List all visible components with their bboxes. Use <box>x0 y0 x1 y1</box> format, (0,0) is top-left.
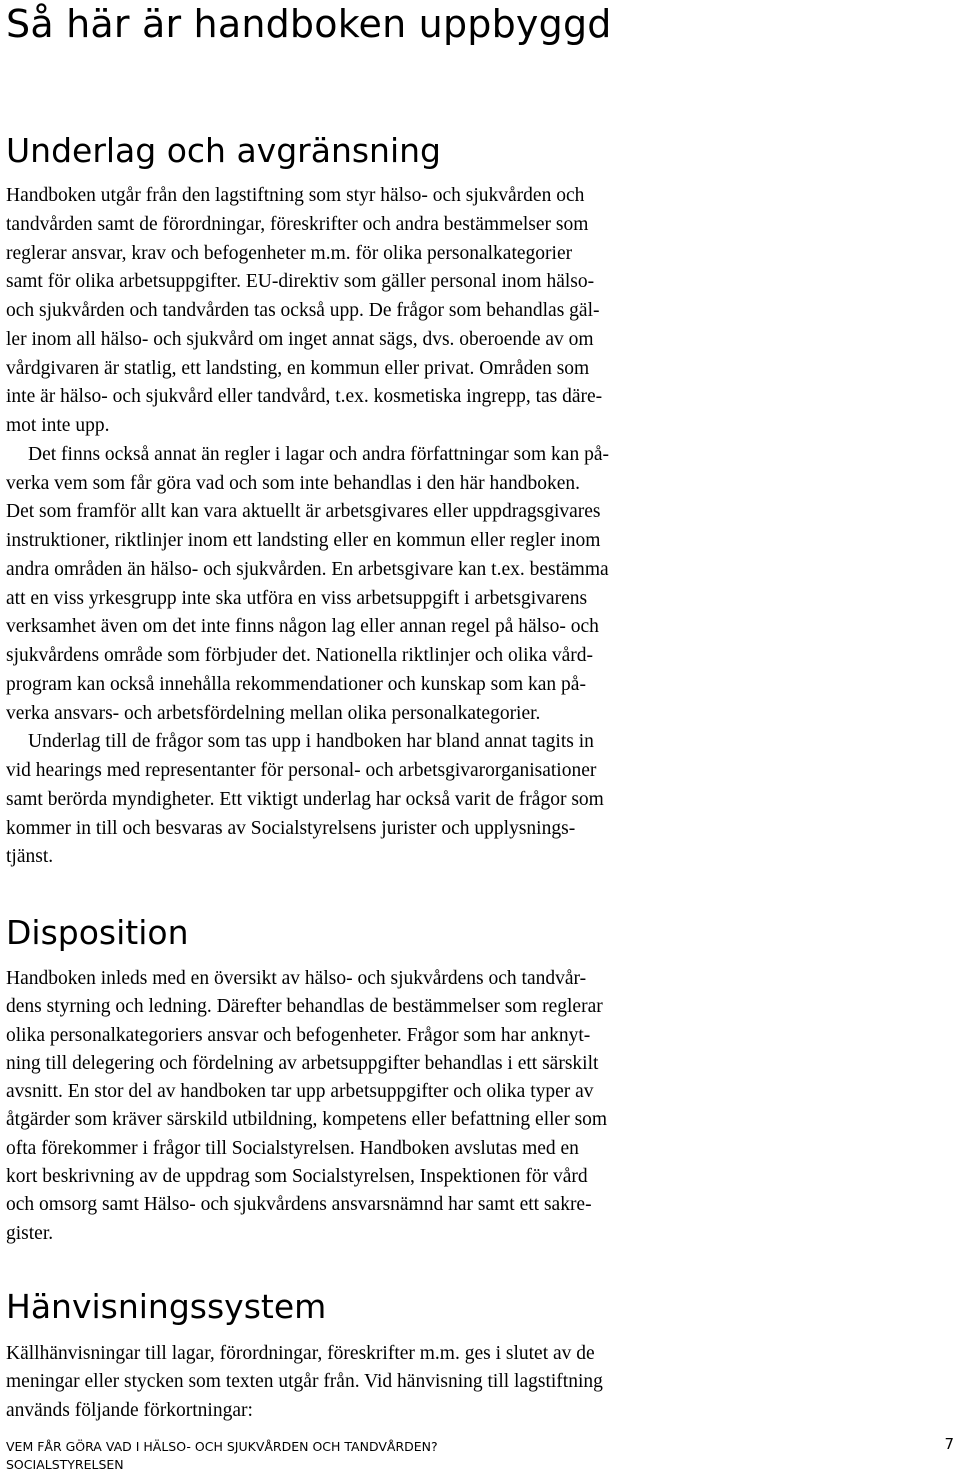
text-line: och sjukvården och tandvården tas också upp. De frågor som behandlas gäl- <box>6 300 600 321</box>
text-line: kommer in till och besvaras av Socialstyrelsens jurister och upplysnings- <box>6 817 576 839</box>
section-body-underlag <box>6 182 952 872</box>
text-line: gister. <box>6 1222 54 1244</box>
text-line: verka ansvars- och arbetsfördelning mellan olika personalkategorier. <box>6 702 541 724</box>
text-line: Källhänvisningar till lagar, förordningar, föreskrifter m.m. ges i slutet av de <box>6 1343 595 1364</box>
text-line: ning till delegering och fördelning av arbetsuppgifter behandlas i ett särskilt <box>6 1052 599 1074</box>
text-line: verksamhet även om det inte finns någon lag eller annan regel på hälso- och <box>6 616 599 638</box>
text-line: verka vem som får göra vad och som inte behandlas i den här handboken. <box>6 472 580 494</box>
text-line: dens styrning och ledning. Därefter behandlas de bestämmelser som reglerar <box>6 996 603 1018</box>
text-line: avsnitt. En stor del av handboken tar upp arbetsuppgifter och olika typer av <box>6 1081 594 1103</box>
text-line: vårdgivaren är statlig, ett landsting, en kommun eller privat. Områden som <box>6 357 590 379</box>
text-line: ofta förekommer i frågor till Socialstyrelsen. Handboken avslutas med en <box>6 1137 579 1159</box>
text-line: och omsorg samt Hälso- och sjukvårdens ansvarsnämnd har samt ett sakre- <box>6 1194 592 1216</box>
text-line: Handboken inleds med en översikt av hälso- och sjukvårdens och tandvår- <box>6 968 587 989</box>
text-line: ler inom all hälso- och sjukvård om inget annat sägs, dvs. oberoende av om <box>6 328 594 350</box>
page-title: Så här är handboken uppbyggd <box>6 2 612 46</box>
text-line: tandvården samt de förordningar, föreskrifter och andra bestämmelser som <box>6 213 589 235</box>
page-number: 7 <box>944 1435 954 1453</box>
section-body-hanvisning <box>6 1340 952 1425</box>
text-line: tjänst. <box>6 846 54 868</box>
text-line: inte är hälso- och sjukvård eller tandvård, t.ex. kosmetiska ingrepp, tas däre- <box>6 386 603 408</box>
text-line: Det finns också annat än regler i lagar och andra författningar som kan på- <box>28 443 609 465</box>
text-line: Handboken utgår från den lagstiftning som styr hälso- och sjukvården och <box>6 185 585 206</box>
text-line: meningar eller stycken som texten utgår från. Vid hänvisning till lagstiftning <box>6 1371 603 1393</box>
text-line: samt berörda myndigheter. Ett viktigt underlag har också varit de frågor som <box>6 788 604 810</box>
footer-book-title: VEM FÅR GÖRA VAD I HÄLSO- OCH SJUKVÅRDEN OCH TANDVÅRDEN? <box>6 1439 438 1454</box>
text-line: används följande förkortningar: <box>6 1399 253 1421</box>
text-line: Underlag till de frågor som tas upp i handboken har bland annat tagits in <box>28 731 594 753</box>
text-line: kort beskrivning av de uppdrag som Socialstyrelsen, Inspektionen för vård <box>6 1166 588 1188</box>
text-line: samt för olika arbetsuppgifter. EU-direktiv som gäller personal inom hälso- <box>6 271 595 293</box>
section-body-disposition <box>6 965 952 1248</box>
text-line: mot inte upp. <box>6 415 110 436</box>
text-line: vid hearings med representanter för personal- och arbetsgivarorganisationer <box>6 760 597 781</box>
text-line: reglerar ansvar, krav och befogenheter m.m. för olika personalkategorier <box>6 242 573 264</box>
text-line: sjukvårdens område som förbjuder det. Nationella riktlinjer och olika vård- <box>6 645 593 666</box>
text-line: olika personalkategoriers ansvar och befogenheter. Frågor som har anknyt- <box>6 1024 591 1046</box>
section-heading-underlag: Underlag och avgränsning <box>6 131 441 170</box>
footer-organization: SOCIALSTYRELSEN <box>6 1457 124 1472</box>
text-line: åtgärder som kräver särskild utbildning, kompetens eller befattning eller som <box>6 1109 608 1131</box>
section-heading-disposition: Disposition <box>6 913 189 952</box>
text-line: Det som framför allt kan vara aktuellt är arbetsgivares eller uppdragsgivares <box>6 501 601 523</box>
text-line: instruktioner, riktlinjer inom ett landsting eller en kommun eller regler inom <box>6 530 601 551</box>
text-line: andra områden än hälso- och sjukvården. En arbetsgivare kan t.ex. bestämma <box>6 558 609 580</box>
text-line: program kan också innehålla rekommendationer och kunskap som kan på- <box>6 673 586 695</box>
text-line: att en viss yrkesgrupp inte ska utföra en viss arbetsuppgift i arbetsgivarens <box>6 587 588 609</box>
section-heading-hanvisning: Hänvisningssystem <box>6 1287 327 1326</box>
